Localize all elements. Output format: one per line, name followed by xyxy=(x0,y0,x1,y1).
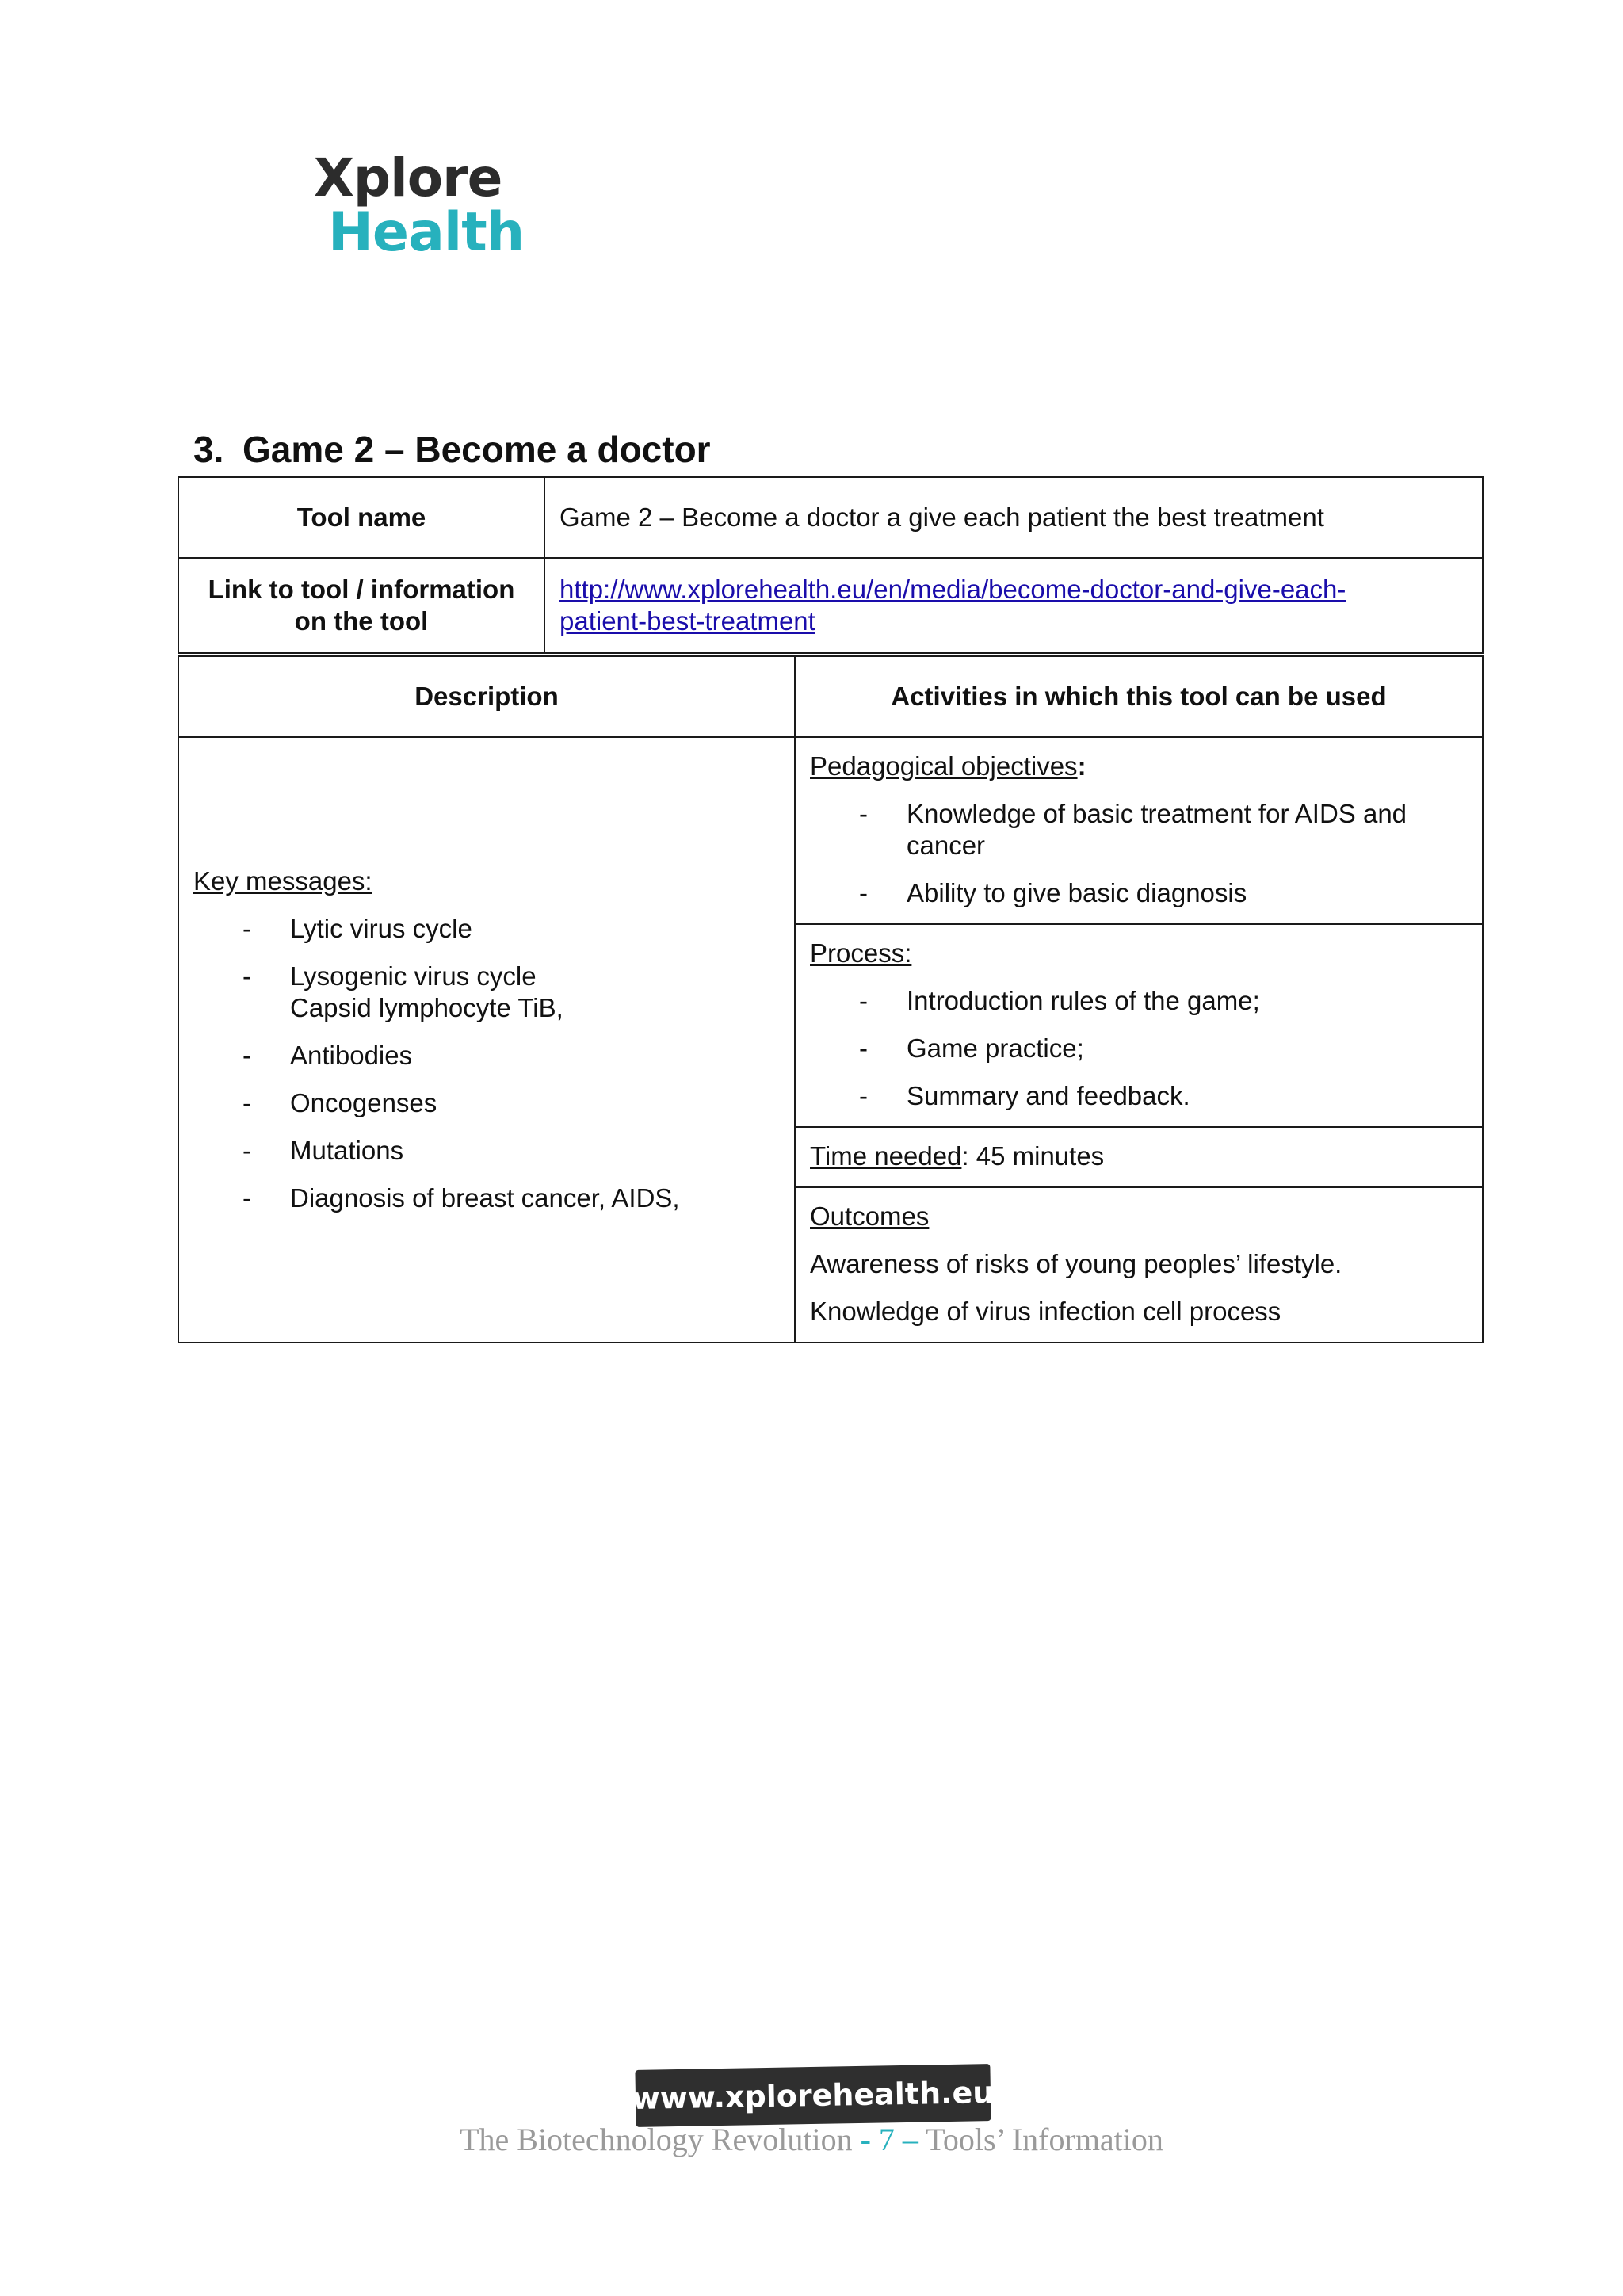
section-number: 3. xyxy=(193,429,224,470)
tool-link-row xyxy=(178,558,1483,653)
key-message-item: - Lysogenic virus cycle Capsid lymphocyte TiB, xyxy=(242,961,563,1022)
details-header-row xyxy=(178,656,1483,737)
key-message-item: - Antibodies xyxy=(242,1041,413,1070)
page-footer xyxy=(0,2121,1623,2158)
xplore-health-logo xyxy=(235,139,525,274)
key-messages-list xyxy=(193,913,780,1214)
section-title-text: Game 2 – Become a doctor xyxy=(242,429,711,470)
process-cell xyxy=(795,924,1483,1127)
logo-word-xplore: Xplore xyxy=(314,147,502,208)
tool-link[interactable] xyxy=(559,575,1346,636)
key-message-item: - Oncogenses xyxy=(242,1088,437,1117)
outcome-item: Knowledge of virus infection cell process xyxy=(810,1297,1281,1326)
tool-link-line-1: http://www.xplorehealth.eu/en/media/become-doctor-and-give-each- xyxy=(559,575,1346,604)
tool-info-table xyxy=(178,476,1484,654)
process-item: - Summary and feedback. xyxy=(859,1081,1190,1110)
section-title xyxy=(193,428,711,471)
footer-right-text: Tools’ Information xyxy=(918,2122,1163,2157)
website-badge: www.xplorehealth.eu xyxy=(635,2064,991,2127)
tool-link-label: Link to tool / information on the tool xyxy=(178,558,544,653)
time-cell xyxy=(795,1127,1483,1187)
key-message-item: - Lytic virus cycle xyxy=(242,914,472,943)
process-item: - Game practice; xyxy=(859,1033,1084,1063)
key-messages-heading: Key messages: xyxy=(193,866,372,896)
tool-name-value: Game 2 – Become a doctor a give each patient the best treatment xyxy=(544,477,1483,558)
tool-name-row xyxy=(178,477,1483,558)
footer-left-text: The Biotechnology Revolution xyxy=(460,2122,861,2157)
process-heading: Process: xyxy=(810,938,912,968)
objectives-row xyxy=(178,737,1483,924)
objective-item: - Ability to give basic diagnosis xyxy=(859,878,1247,907)
time-label: Time needed xyxy=(810,1141,962,1171)
objectives-heading: Pedagogical objectives: xyxy=(810,751,1086,781)
outcomes-heading: Outcomes xyxy=(810,1201,930,1231)
tool-link-line-2: patient-best-treatment xyxy=(559,606,815,636)
activities-header: Activities in which this tool can be used xyxy=(795,656,1483,737)
logo-word-health: Health xyxy=(328,201,525,264)
time-value: : 45 minutes xyxy=(961,1141,1105,1171)
objective-item: - Knowledge of basic treatment for AIDS and cancer xyxy=(859,799,1407,860)
outcomes-cell xyxy=(795,1187,1483,1343)
tool-link-cell xyxy=(544,558,1483,653)
key-message-item: - Diagnosis of breast cancer, AIDS, xyxy=(242,1183,680,1213)
process-list xyxy=(810,985,1468,1112)
objectives-list xyxy=(810,798,1468,909)
tool-name-label: Tool name xyxy=(178,477,544,558)
page-number: - 7 – xyxy=(860,2122,918,2157)
outcome-item: Awareness of risks of young peoples’ lifestyle. xyxy=(810,1249,1342,1278)
process-item: - Introduction rules of the game; xyxy=(859,986,1260,1015)
description-cell xyxy=(178,737,795,1343)
objectives-cell xyxy=(795,737,1483,924)
tool-details-table xyxy=(178,655,1484,1343)
key-message-item: - Mutations xyxy=(242,1136,404,1165)
description-header: Description xyxy=(178,656,795,737)
